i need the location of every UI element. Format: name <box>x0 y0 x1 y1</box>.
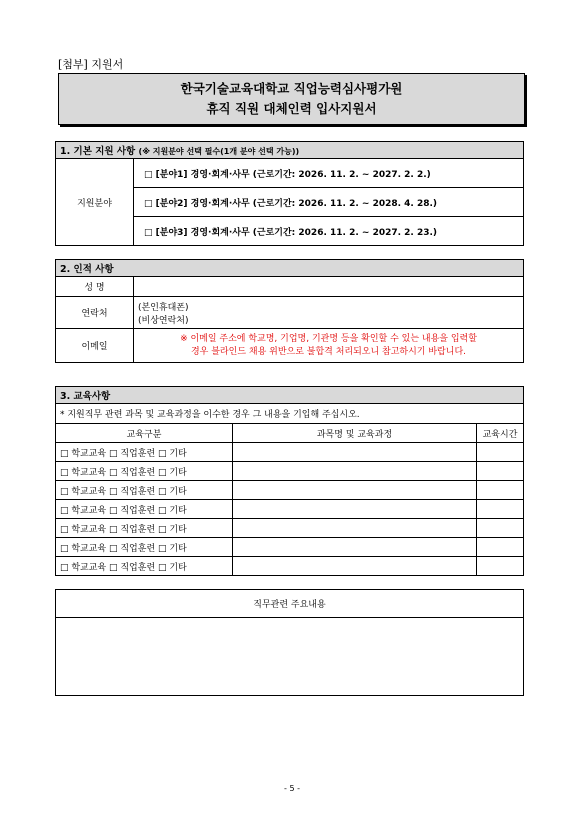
contact-emergency: (비상연락처) <box>138 315 189 326</box>
attachment-label: [첨부] 지원서 <box>58 58 124 71</box>
course-input[interactable] <box>233 481 477 500</box>
course-input[interactable] <box>233 443 477 462</box>
hours-input[interactable] <box>477 538 524 557</box>
email-note-1: ※ 이메일 주소에 학교명, 기업명, 기관명 등을 확인할 수 있는 내용을 입력할 <box>180 333 477 344</box>
title-box <box>58 73 525 125</box>
col-header-course: 과목명 및 교육과정 <box>233 424 477 443</box>
section-personal-info <box>55 259 524 363</box>
contact-mobile: (본인휴대폰) <box>138 302 189 313</box>
course-input[interactable] <box>233 500 477 519</box>
education-type-options[interactable]: □ 학교교육 □ 직업훈련 □ 기타 <box>56 557 233 576</box>
page-number: - 5 - <box>284 784 300 793</box>
table-row <box>56 500 524 519</box>
email-input[interactable] <box>134 329 524 363</box>
field-label: 지원분야 <box>56 159 134 246</box>
section3-header: 3. 교육사항 <box>56 387 524 404</box>
education-type-options[interactable]: □ 학교교육 □ 직업훈련 □ 기타 <box>56 481 233 500</box>
field-option-2[interactable]: □ [분야2] 경영·회계·사무 (근로기간: 2026. 11. 2. ~ 2028. 4. 28.) <box>134 188 524 217</box>
table-row <box>56 481 524 500</box>
section-job-details <box>55 589 524 696</box>
education-type-options[interactable]: □ 학교교육 □ 직업훈련 □ 기타 <box>56 519 233 538</box>
course-input[interactable] <box>233 519 477 538</box>
course-input[interactable] <box>233 557 477 576</box>
course-input[interactable] <box>233 462 477 481</box>
contact-label: 연락처 <box>56 297 134 329</box>
section-basic-info <box>55 141 524 246</box>
job-details-header: 직무관련 주요내용 <box>56 590 524 618</box>
hours-input[interactable] <box>477 500 524 519</box>
table-row <box>56 462 524 481</box>
contact-input[interactable] <box>134 297 524 329</box>
title-line-1: 한국기술교육대학교 직업능력심사평가원 <box>180 81 403 96</box>
hours-input[interactable] <box>477 519 524 538</box>
email-note-2: 경우 블라인드 채용 위반으로 불합격 처리되오니 참고하시기 바랍니다. <box>190 346 466 357</box>
education-type-options[interactable]: □ 학교교육 □ 직업훈련 □ 기타 <box>56 443 233 462</box>
section3-instruction: * 지원직무 관련 과목 및 교육과정을 이수한 경우 그 내용을 기입해 주십시오. <box>56 404 524 424</box>
job-details-input[interactable] <box>56 618 524 696</box>
hours-input[interactable] <box>477 443 524 462</box>
hours-input[interactable] <box>477 481 524 500</box>
education-type-options[interactable]: □ 학교교육 □ 직업훈련 □ 기타 <box>56 462 233 481</box>
col-header-hours: 교육시간 <box>477 424 524 443</box>
section-education <box>55 386 524 576</box>
field-option-1[interactable]: □ [분야1] 경영·회계·사무 (근로기간: 2026. 11. 2. ~ 2027. 2. 2.) <box>134 159 524 188</box>
email-label: 이메일 <box>56 329 134 363</box>
table-row <box>56 557 524 576</box>
table-row <box>56 519 524 538</box>
section1-header: 1. 기본 지원 사항 (※ 지원분야 선택 필수(1개 분야 선택 가능)) <box>56 142 524 159</box>
section2-header: 2. 인적 사항 <box>56 260 524 277</box>
education-type-options[interactable]: □ 학교교육 □ 직업훈련 □ 기타 <box>56 538 233 557</box>
education-type-options[interactable]: □ 학교교육 □ 직업훈련 □ 기타 <box>56 500 233 519</box>
table-row <box>56 538 524 557</box>
course-input[interactable] <box>233 538 477 557</box>
hours-input[interactable] <box>477 462 524 481</box>
title-line-2: 휴직 직원 대체인력 입사지원서 <box>206 101 377 116</box>
col-header-category: 교육구분 <box>56 424 233 443</box>
table-row <box>56 443 524 462</box>
name-label: 성 명 <box>56 277 134 297</box>
hours-input[interactable] <box>477 557 524 576</box>
name-input[interactable] <box>134 277 524 297</box>
field-option-3[interactable]: □ [분야3] 경영·회계·사무 (근로기간: 2026. 11. 2. ~ 2027. 2. 23.) <box>134 217 524 246</box>
